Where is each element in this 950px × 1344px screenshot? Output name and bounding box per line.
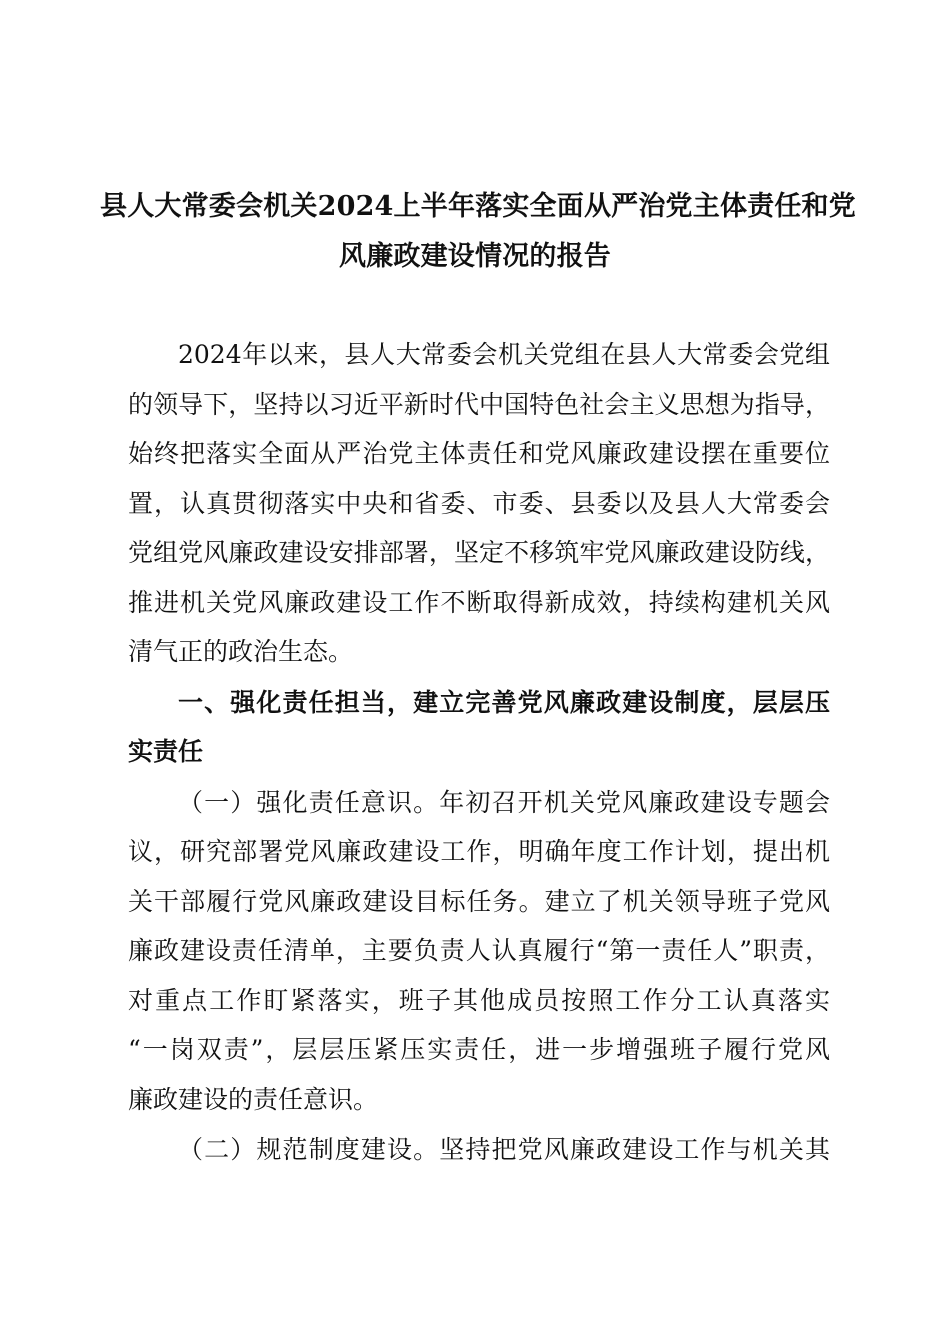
text-line: 的领导下，坚持以习近平新时代中国特色社会主义思想为指导， bbox=[128, 389, 830, 419]
text-line: 置，认真贯彻落实中央和省委、市委、县委以及县人大常委会 bbox=[128, 488, 830, 518]
text-line: 始终把落实全面从严治党主体责任和党风廉政建设摆在重要位 bbox=[128, 439, 830, 468]
intro-paragraph bbox=[128, 330, 830, 677]
text-line: 一、强化责任担当，建立完善党风廉政建设制度，层层压 bbox=[178, 687, 830, 717]
section-heading-1 bbox=[128, 678, 830, 777]
document-title bbox=[100, 182, 856, 282]
title-line-2: 风廉政建设情况的报告 bbox=[339, 241, 611, 272]
text-line: （一）强化责任意识。年初召开机关党风廉政建设专题会 bbox=[178, 787, 830, 817]
text-line: 廉政建设责任清单，主要负责人认真履行“第一责任人”职责， bbox=[128, 936, 830, 965]
text-line: 2024年以来，县人大常委会机关党组在县人大常委会党组 bbox=[178, 340, 830, 369]
text-line: 实责任 bbox=[128, 737, 204, 766]
document-body bbox=[128, 330, 830, 1175]
title-line-1: 县人大常委会机关2024上半年落实全面从严治党主体责任和党 bbox=[100, 191, 856, 222]
text-line: 廉政建设的责任意识。 bbox=[128, 1084, 379, 1114]
text-line: “一岗双责”，层层压紧压实责任，进一步增强班子履行党风 bbox=[128, 1035, 830, 1064]
text-line: 关干部履行党风廉政建设目标任务。建立了机关领导班子党风 bbox=[128, 886, 830, 916]
text-line: 议，研究部署党风廉政建设工作，明确年度工作计划，提出机 bbox=[128, 837, 830, 866]
subsection-paragraph-1 bbox=[128, 778, 830, 1125]
text-line: 对重点工作盯紧落实，班子其他成员按照工作分工认真落实 bbox=[128, 985, 830, 1015]
text-line: 推进机关党风廉政建设工作不断取得新成效，持续构建机关风 bbox=[128, 587, 830, 617]
text-line: 党组党风廉政建设安排部署，坚定不移筑牢党风廉政建设防线， bbox=[128, 538, 830, 567]
text-line: （二）规范制度建设。坚持把党风廉政建设工作与机关其 bbox=[178, 1135, 830, 1164]
text-line: 清气正的政治生态。 bbox=[128, 637, 354, 666]
subsection-paragraph-2 bbox=[128, 1125, 830, 1175]
